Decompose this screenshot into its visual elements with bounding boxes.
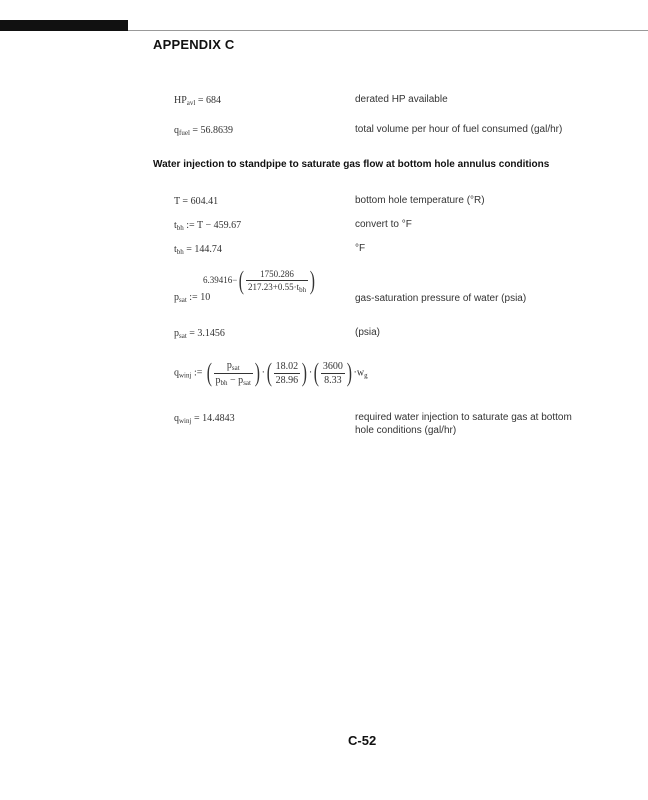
qwinj-definition: $q_{winj}$ := ( $\frac{p_{sat}}{p_{bh} - p_{sat}}$ ) ·( $\frac{18.02}{28.96}$ ) ·( $\frac{3600}{8.33}$ ) $\cdot w_g$ bbox=[174, 358, 368, 387]
qfuel-equation: $q_{fuel} = 56.8639$ bbox=[174, 125, 234, 137]
qwinj-value-description: required water injection to saturate gas at bottom hole conditions (gal/hr) bbox=[355, 412, 572, 436]
page-number: C-52 bbox=[348, 733, 377, 748]
section-heading: Water injection to standpipe to saturate gas flow at bottom hole annulus conditions bbox=[153, 159, 550, 170]
psat-exponent: 6.39416−( $\frac{1750.286}{217.23+0.55\cdot t_{bh}}$ ) bbox=[203, 266, 316, 295]
header-rule bbox=[128, 30, 648, 31]
temperature-equation: T = 604.41 bbox=[174, 196, 219, 207]
psat-definition-description: gas-saturation pressure of water (psia) bbox=[355, 293, 527, 304]
qfuel-description: total volume per hour of fuel consumed (gal/hr) bbox=[355, 124, 563, 135]
page-title: APPENDIX C bbox=[153, 37, 235, 52]
tbh-definition-description: convert to °F bbox=[355, 219, 412, 230]
tbh-value-description: °F bbox=[355, 243, 366, 254]
tbh-definition: $t_{bh}$ := T − 459.67 bbox=[174, 220, 242, 232]
tbh-value: $t_{bh} = 144.74$ bbox=[174, 244, 222, 256]
temperature-description: bottom hole temperature (°R) bbox=[355, 195, 485, 206]
qwinj-value: $q_{winj} = 14.4843$ bbox=[174, 413, 235, 425]
psat-value-description: (psia) bbox=[355, 327, 381, 338]
psat-value: $p_{sat} = 3.1456$ bbox=[174, 328, 225, 340]
hp-description: derated HP available bbox=[355, 94, 448, 105]
header-bar bbox=[0, 20, 128, 31]
hp-equation: $HP_{avl} = 684$ bbox=[174, 95, 221, 107]
psat-definition-lhs: $p_{sat}$ := 10 bbox=[174, 292, 211, 304]
